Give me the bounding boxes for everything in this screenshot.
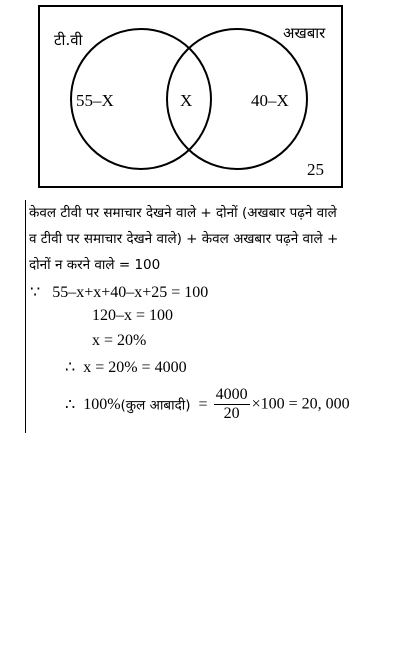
equation-row-1	[30, 282, 208, 302]
final-prefix: 100%	[83, 395, 121, 413]
final-hindi-label: (कुल आबादी)	[120, 397, 191, 414]
newspaper-set-label: अखबार	[283, 24, 326, 42]
equation-row-4	[65, 357, 187, 377]
final-equals: =	[198, 395, 208, 413]
newspaper-only-region-label: 40–X	[251, 91, 289, 110]
therefore-symbol: ∴	[65, 359, 76, 376]
population-fraction	[214, 386, 250, 423]
tv-only-region-label: 55–X	[76, 91, 114, 110]
final-equation	[65, 386, 350, 423]
equation-4: x = 20% = 4000	[83, 359, 187, 376]
equation-2: 120–x = 100	[92, 307, 174, 324]
solution-line-3: दोनों न करने वाले = 100	[29, 257, 161, 273]
outside-region-label: 25	[307, 160, 324, 179]
fraction-numerator: 4000	[215, 386, 248, 403]
solution-margin-rule	[25, 200, 26, 433]
final-result: ×100 = 20, 000	[251, 395, 350, 413]
intersection-region-label: X	[180, 91, 193, 110]
therefore-symbol-2: ∴	[65, 396, 76, 414]
equation-1: 55–x+x+40–x+25 = 100	[52, 284, 209, 301]
solution-line-2: व टीवी पर समाचार देखने वाले) + केवल अखबार पढ़ने वाले +	[29, 231, 339, 247]
venn-diagram	[0, 0, 419, 195]
tv-set-label: टी.वी	[54, 31, 83, 49]
because-symbol: ∵	[30, 284, 41, 301]
equation-3: x = 20%	[92, 332, 147, 349]
fraction-denominator: 20	[223, 405, 240, 422]
solution-line-1: केवल टीवी पर समाचार देखने वाले + दोनों (अखबार पढ़ने वाले	[29, 205, 337, 221]
